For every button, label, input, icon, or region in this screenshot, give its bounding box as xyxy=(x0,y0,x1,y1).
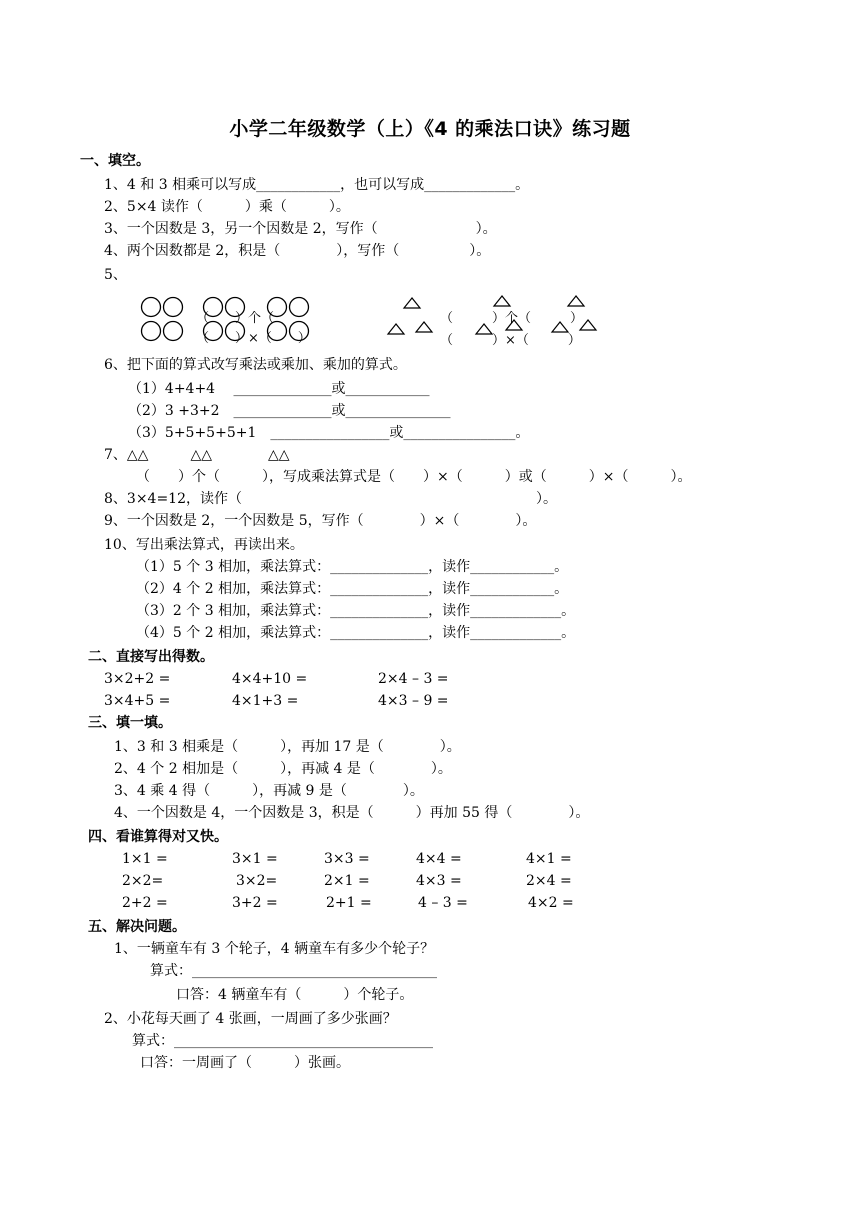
question-1-10-2: （2）4 个 2 相加，乘法算式：______________，读作____________。 xyxy=(136,581,569,597)
question-5-2-answer: 口答：一周画了（ ）张画。 xyxy=(140,1055,350,1071)
calc-2-2-3: 4×3 – 9 = xyxy=(378,693,449,709)
section-heading-4: 四、看谁算得对又快。 xyxy=(88,829,228,845)
calc-4-2-3: 2×1 = xyxy=(324,873,370,889)
calc-4-3-2: 3+2 = xyxy=(232,895,278,911)
question-1-10: 10、写出乘法算式，再读出来。 xyxy=(104,537,304,553)
calc-4-2-2: 3×2= xyxy=(236,873,278,889)
calc-4-1-3: 3×3 = xyxy=(324,851,370,867)
calc-4-3-5: 4×2 = xyxy=(528,895,574,911)
question-1-7-blanks: （ ）个（ ），写成乘法算式是（ ）×（ ）或（ ）×（ ）。 xyxy=(136,469,692,485)
calc-4-3-3: 2+1 = xyxy=(326,895,372,911)
question-1-6-2: （2）3 +3+2 ______________或_______________ xyxy=(128,403,451,419)
question-1-3: 3、一个因数是 3，另一个因数是 2，写作（ ）。 xyxy=(104,221,497,237)
calc-4-2-1: 2×2= xyxy=(122,873,164,889)
question-1-6: 6、把下面的算式改写乘法或乘加、乘加的算式。 xyxy=(104,357,407,373)
calc-4-1-2: 3×1 = xyxy=(232,851,278,867)
question-3-3: 3、4 乘 4 得（ ），再减 9 是（ ）。 xyxy=(114,783,424,799)
calc-4-1-5: 4×1 = xyxy=(526,851,572,867)
calc-4-2-4: 4×3 = xyxy=(416,873,462,889)
calc-2-1-2: 4×4+10 = xyxy=(232,671,308,687)
question-1-8: 8、3×4=12，读作（ ）。 xyxy=(104,491,557,507)
question-5-1-answer: 口答：4 辆童车有（ ）个轮子。 xyxy=(176,987,414,1003)
question-1-10-4: （4）5 个 2 相加，乘法算式：______________，读作_____________。 xyxy=(136,625,576,641)
page-title: 小学二年级数学（上）《4 的乘法口诀》练习题 xyxy=(229,118,631,140)
question-1-2: 2、5×4 读作（ ）乘（ ）。 xyxy=(104,199,350,215)
calc-2-2-2: 4×1+3 = xyxy=(232,693,299,709)
calc-4-3-4: 4 – 3 = xyxy=(418,895,468,911)
calc-4-1-1: 1×1 = xyxy=(122,851,168,867)
section-heading-2: 二、直接写出得数。 xyxy=(88,649,214,665)
question-1-10-1: （1）5 个 3 相加，乘法算式：______________，读作____________。 xyxy=(136,559,569,575)
question-1-1: 1、4 和 3 相乘可以写成____________，也可以写成_____________。 xyxy=(104,177,530,193)
calc-4-1-4: 4×4 = xyxy=(416,851,462,867)
q5-triangles-blank-b: （ ）×（ ） xyxy=(440,333,581,348)
question-5-1: 1、一辆童车有 3 个轮子，4 辆童车有多少个轮子？ xyxy=(114,941,435,957)
question-1-6-3: （3）5+5+5+5+1 _________________或________________。 xyxy=(128,425,530,441)
q5-triangles-blank-a: （ ）个（ ） xyxy=(440,311,584,326)
q5-circles-blank-a: （ ）个（ xyxy=(196,311,275,326)
section-heading-1: 一、填空。 xyxy=(80,153,150,169)
q5-circles-blank-b: （ ）×（ ） xyxy=(196,331,311,346)
question-1-10-3: （3）2 个 3 相加，乘法算式：______________，读作_____________。 xyxy=(136,603,576,619)
question-3-2: 2、4 个 2 相加是（ ），再减 4 是（ ）。 xyxy=(114,761,452,777)
question-1-7: 7、△△ △△ △△ xyxy=(104,447,290,463)
question-1-5: 5、 xyxy=(104,267,127,283)
calc-4-3-1: 2+2 = xyxy=(122,895,168,911)
question-3-1: 1、3 和 3 相乘是（ ），再加 17 是（ ）。 xyxy=(114,739,461,755)
section-heading-5: 五、解决问题。 xyxy=(88,919,186,935)
calc-4-2-5: 2×4 = xyxy=(526,873,572,889)
question-1-4: 4、两个因数都是 2，积是（ ），写作（ ）。 xyxy=(104,243,491,259)
question-5-2-formula: 算式：_____________________________________ xyxy=(132,1033,433,1049)
calc-2-1-3: 2×4 – 3 = xyxy=(378,671,449,687)
question-5-1-formula: 算式：___________________________________ xyxy=(150,963,437,979)
question-3-4: 4、一个因数是 4，一个因数是 3，积是（ ）再加 55 得（ ）。 xyxy=(114,805,590,821)
calc-2-1-1: 3×2+2 = xyxy=(104,671,171,687)
question-1-9: 9、一个因数是 2，一个因数是 5，写作（ ）×（ ）。 xyxy=(104,513,537,529)
section-heading-3: 三、填一填。 xyxy=(88,715,172,731)
question-5-2: 2、小花每天画了 4 张画，一周画了多少张画？ xyxy=(104,1011,397,1027)
calc-2-2-1: 3×4+5 = xyxy=(104,693,171,709)
question-1-6-1: （1）4+4+4 ______________或____________ xyxy=(128,381,430,397)
